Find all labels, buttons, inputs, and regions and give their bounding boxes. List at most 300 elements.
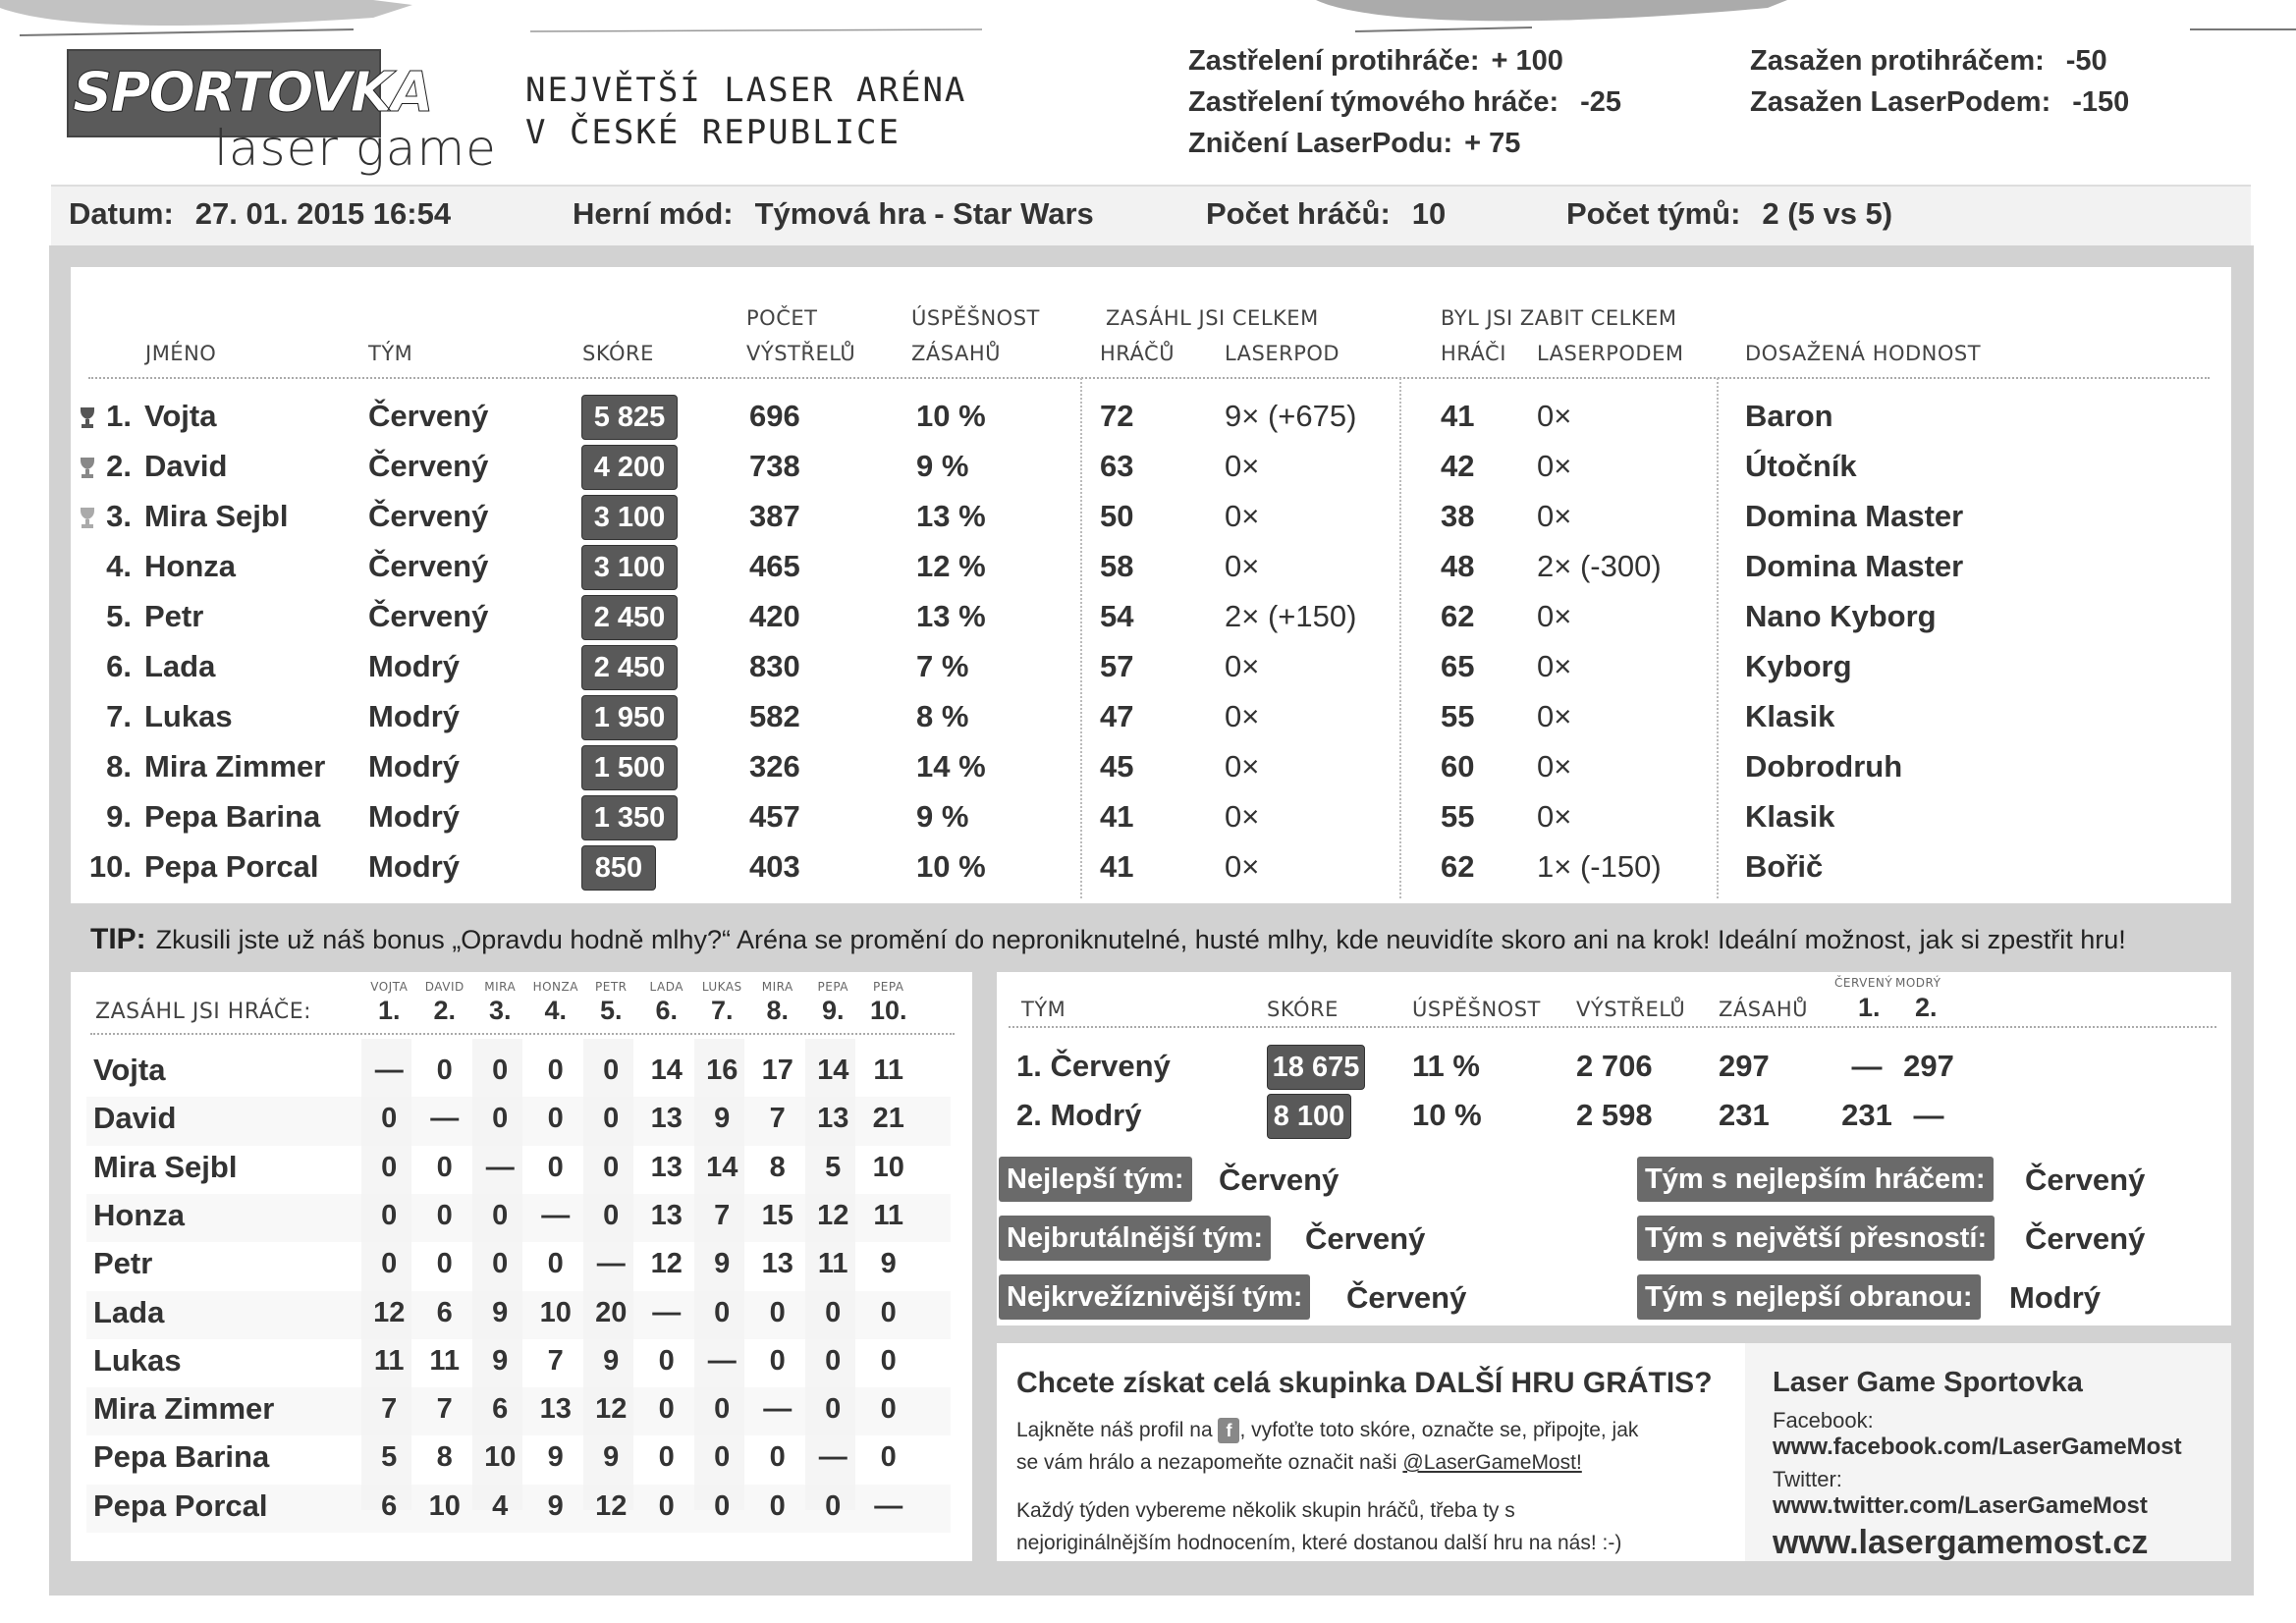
player-name: Petr [144, 599, 204, 633]
team-header-accuracy: ÚSPĚŠNOST [1412, 998, 1541, 1021]
player-killed-by-players: 41 [1441, 399, 1475, 433]
player-shots: 582 [749, 699, 800, 733]
team-vs-2: 297 [1903, 1049, 1954, 1083]
matrix-cell: 0 [769, 1344, 786, 1377]
player-killed-by-players: 65 [1441, 649, 1475, 683]
team-vs-2: — [1913, 1098, 1944, 1132]
matrix-row-name: Lukas [93, 1342, 182, 1378]
matrix-cell: 11 [873, 1055, 904, 1086]
award-value: Červený [1346, 1280, 1467, 1315]
matrix-cell: 17 [761, 1055, 793, 1086]
matrix-cell: 11 [373, 1344, 405, 1377]
contact-twitter-url[interactable]: www.twitter.com/LaserGameMost [1773, 1492, 2148, 1519]
team-accuracy: 11 % [1412, 1049, 1480, 1083]
team-header-hits: ZÁSAHŮ [1719, 998, 1808, 1021]
matrix-cell: 7 [769, 1103, 786, 1135]
matrix-column-name: MIRA [484, 980, 517, 994]
matrix-cell: 12 [595, 1393, 628, 1426]
player-name: Vojta [144, 399, 217, 433]
player-accuracy: 10 % [916, 399, 986, 433]
matrix-cell: 9 [492, 1296, 509, 1328]
score-badge: 1 350 [581, 795, 678, 840]
player-shots: 465 [749, 549, 800, 583]
matrix-cell: 0 [603, 1199, 620, 1231]
matrix-column-number: 9. [821, 996, 845, 1025]
matrix-cell: 14 [706, 1151, 738, 1183]
player-position: 3. [106, 499, 132, 533]
matrix-cell: — [707, 1344, 737, 1377]
player-killed-by-laserpod: 0× [1537, 599, 1572, 633]
matrix-column-number: 10. [869, 996, 907, 1025]
player-hit-players: 58 [1100, 549, 1134, 583]
matrix-cell: 0 [825, 1296, 842, 1328]
hit-matrix-title: ZASÁHL JSI HRÁČE: [95, 1000, 312, 1024]
matrix-row-name: Lada [93, 1294, 165, 1329]
matrix-cell: 0 [825, 1344, 842, 1377]
team-shots: 2 598 [1576, 1098, 1653, 1132]
matrix-cell: 9 [492, 1344, 509, 1377]
player-hit-laserpod: 0× [1225, 649, 1260, 683]
team-header-vs-2: 2. [1915, 993, 1938, 1022]
header-killed-group: BYL JSI ZABIT CELKEM [1441, 306, 1677, 330]
matrix-cell: 11 [817, 1248, 848, 1280]
matrix-column-name: PEPA [873, 980, 904, 994]
player-killed-by-laserpod: 0× [1537, 749, 1572, 784]
player-shots: 420 [749, 599, 800, 633]
tagline-line-2: V ČESKÉ REPUBLICE [525, 113, 901, 152]
matrix-cell: 0 [603, 1055, 620, 1086]
player-accuracy: 7 % [916, 649, 969, 683]
player-shots: 738 [749, 449, 800, 483]
matrix-cell: 0 [381, 1248, 398, 1280]
player-killed-by-laserpod: 1× (-150) [1537, 849, 1662, 884]
player-name: Pepa Barina [144, 799, 321, 834]
player-accuracy: 13 % [916, 599, 986, 633]
player-name: Lada [144, 649, 216, 683]
matrix-column-number: 3. [488, 996, 512, 1025]
contact-facebook-url[interactable]: www.facebook.com/LaserGameMost [1773, 1434, 2182, 1460]
matrix-cell: 11 [429, 1344, 461, 1377]
logo-subtitle: laser game [214, 120, 497, 177]
player-hit-laserpod: 0× [1225, 749, 1260, 784]
matrix-cell: 9 [603, 1344, 620, 1377]
player-hit-laserpod: 9× (+675) [1225, 399, 1357, 433]
award-label: Nejbrutálnější tým: [999, 1216, 1271, 1261]
matrix-cell: 13 [650, 1103, 683, 1135]
matrix-cell: 0 [769, 1441, 786, 1474]
team-hits: 231 [1719, 1098, 1770, 1132]
matrix-row-name: Pepa Porcal [93, 1488, 268, 1523]
matrix-cell: 21 [872, 1103, 904, 1135]
award-label: Tým s největší přesností: [1637, 1216, 1995, 1261]
matrix-cell: 0 [880, 1441, 897, 1474]
player-accuracy: 14 % [916, 749, 986, 784]
matrix-column-name: PETR [595, 980, 628, 994]
header-shots-1: POČET [746, 306, 818, 330]
team-score-badge: 8 100 [1267, 1094, 1351, 1139]
matrix-row-name: David [93, 1101, 177, 1136]
score-badge: 3 100 [581, 495, 678, 540]
team-panel [997, 972, 2231, 1325]
player-name: Mira Zimmer [144, 749, 326, 784]
matrix-cell: — [374, 1055, 404, 1086]
promo-heading: Chcete získat celá skupinka DALŠÍ HRU GRÁTIS? [1016, 1367, 1713, 1399]
matrix-cell: 12 [373, 1296, 406, 1328]
player-rank: Domina Master [1745, 549, 1964, 583]
matrix-column-name: VOJTA [370, 980, 409, 994]
player-killed-by-players: 42 [1441, 449, 1475, 483]
matrix-cell: 5 [381, 1441, 398, 1474]
header-hit-group: ZASÁHL JSI CELKEM [1106, 306, 1319, 330]
header-accuracy-2: ZÁSAHŮ [911, 342, 1001, 365]
header-divider [88, 377, 2210, 379]
player-killed-by-laserpod: 0× [1537, 799, 1572, 834]
matrix-cell: 0 [547, 1248, 564, 1280]
matrix-cell: 13 [539, 1393, 572, 1426]
player-shots: 830 [749, 649, 800, 683]
player-position: 2. [106, 449, 132, 483]
player-name: David [144, 449, 228, 483]
facebook-icon: f [1218, 1418, 1239, 1443]
matrix-cell: — [874, 1489, 903, 1522]
hit-matrix-divider [90, 1033, 955, 1035]
matrix-cell: 0 [714, 1296, 731, 1328]
rule-hit-by-laserpod: Zasažen LaserPodem: -150 [1750, 86, 2130, 118]
player-shots: 326 [749, 749, 800, 784]
matrix-cell: 0 [880, 1344, 897, 1377]
matrix-cell: 9 [547, 1489, 564, 1522]
rule-destroy-laserpod: Zničení LaserPodu: + 75 [1188, 128, 1521, 159]
player-name: Honza [144, 549, 236, 583]
player-rank: Domina Master [1745, 499, 1964, 533]
matrix-cell: 5 [825, 1151, 842, 1183]
contact-facebook-label: Facebook: [1773, 1408, 1874, 1433]
player-accuracy: 8 % [916, 699, 969, 733]
player-name: Pepa Porcal [144, 849, 319, 884]
contact-website[interactable]: www.lasergamemost.cz [1773, 1524, 2149, 1561]
matrix-cell: 9 [547, 1441, 564, 1474]
player-hit-players: 41 [1100, 849, 1134, 884]
matrix-cell: 0 [436, 1151, 453, 1183]
score-badge: 4 200 [581, 445, 678, 490]
header-team: TÝM [368, 342, 413, 365]
rule-kill-teammate: Zastřelení týmového hráče: -25 [1188, 86, 1622, 118]
logo-brand: SPORTOVKA [73, 61, 432, 125]
player-position: 6. [106, 649, 132, 683]
team-hits: 297 [1719, 1049, 1770, 1083]
matrix-column-number: 5. [599, 996, 623, 1025]
matrix-column-name: DAVID [424, 980, 465, 994]
matrix-cell: 10 [872, 1151, 904, 1183]
matrix-cell: 0 [547, 1055, 564, 1086]
matrix-column-number: 1. [377, 996, 401, 1025]
player-team: Modrý [368, 849, 460, 884]
team-header-score: SKÓRE [1267, 998, 1339, 1021]
matrix-cell: 11 [873, 1199, 904, 1231]
matrix-cell: 7 [714, 1199, 731, 1231]
award-label: Tým s nejlepší obranou: [1637, 1274, 1981, 1320]
player-position: 7. [106, 699, 132, 733]
info-player-count: Počet hráčů: 10 [1206, 196, 1447, 231]
player-hit-laserpod: 0× [1225, 499, 1260, 533]
player-hit-players: 50 [1100, 499, 1134, 533]
player-killed-by-laserpod: 0× [1537, 649, 1572, 683]
rule-hit-by-opponent: Zasažen protihráčem: -50 [1750, 45, 2107, 77]
column-divider [1399, 378, 1401, 898]
player-team: Červený [368, 549, 489, 583]
player-position: 1. [106, 399, 132, 433]
matrix-cell: 0 [769, 1489, 786, 1522]
player-team: Modrý [368, 649, 460, 683]
player-position: 10. [88, 849, 132, 884]
team-score-badge: 18 675 [1267, 1045, 1365, 1090]
player-position: 9. [106, 799, 132, 834]
matrix-cell: 0 [658, 1489, 675, 1522]
tagline-line-1: NEJVĚTŠÍ LASER ARÉNA [525, 71, 967, 110]
team-header-vs-1-name: ČERVENÝ [1834, 976, 1893, 990]
player-rank: Útočník [1745, 449, 1857, 483]
player-shots: 457 [749, 799, 800, 834]
score-badge: 2 450 [581, 645, 678, 690]
player-name: Lukas [144, 699, 233, 733]
player-hit-laserpod: 0× [1225, 699, 1260, 733]
matrix-cell: — [596, 1248, 626, 1280]
player-killed-by-laserpod: 0× [1537, 399, 1572, 433]
matrix-cell: 0 [436, 1055, 453, 1086]
matrix-cell: 12 [817, 1199, 849, 1231]
matrix-cell: 0 [436, 1199, 453, 1231]
matrix-cell: 0 [825, 1489, 842, 1522]
score-badge: 1 950 [581, 695, 678, 740]
matrix-cell: 0 [714, 1393, 731, 1426]
matrix-column-name: LADA [649, 980, 683, 994]
award-value: Červený [1219, 1163, 1339, 1197]
player-killed-by-players: 60 [1441, 749, 1475, 784]
player-rank: Baron [1745, 399, 1833, 433]
rule-kill-opponent: Zastřelení protihráče: + 100 [1188, 45, 1563, 77]
award-value: Červený [1305, 1221, 1426, 1256]
matrix-cell: 13 [650, 1151, 683, 1183]
team-vs-1: — [1851, 1049, 1883, 1083]
matrix-column-number: 7. [710, 996, 734, 1025]
score-badge: 5 825 [581, 395, 678, 440]
header-shots-2: VÝSTŘELŮ [746, 342, 856, 365]
matrix-row-name: Mira Zimmer [93, 1391, 275, 1427]
matrix-column-number: 8. [766, 996, 790, 1025]
info-team-count: Počet týmů: 2 (5 vs 5) [1566, 196, 1893, 231]
matrix-cell: 16 [706, 1055, 738, 1086]
contact-title: Laser Game Sportovka [1773, 1367, 2083, 1398]
scan-smudge-decoration [0, 0, 2296, 39]
player-hit-players: 54 [1100, 599, 1134, 633]
matrix-cell: 0 [880, 1296, 897, 1328]
matrix-row-name: Vojta [93, 1053, 166, 1087]
matrix-cell: 0 [658, 1441, 675, 1474]
player-rank: Kyborg [1745, 649, 1852, 683]
twitter-handle-link[interactable]: @LaserGameMost! [1402, 1451, 1582, 1474]
matrix-cell: 0 [492, 1103, 509, 1135]
header-accuracy-1: ÚSPĚŠNOST [911, 306, 1040, 330]
matrix-cell: 0 [603, 1151, 620, 1183]
matrix-cell: 0 [658, 1393, 675, 1426]
matrix-cell: 10 [428, 1489, 461, 1522]
matrix-cell: 12 [595, 1489, 628, 1522]
team-header-shots: VÝSTŘELŮ [1576, 998, 1686, 1021]
team-name: 1. Červený [1016, 1049, 1171, 1083]
promo-paragraph-1: Lajkněte náš profil na f , vyfoťte toto skóre, označte se, připojte, jak se vám hrálo a nezapomeňte označit naši @LaserGameMost! [1016, 1419, 1639, 1474]
team-header-team: TÝM [1021, 998, 1066, 1021]
column-divider [1080, 378, 1082, 898]
tip-label: TIP: [90, 923, 146, 955]
player-hit-laserpod: 0× [1225, 549, 1260, 583]
matrix-cell: 9 [714, 1248, 731, 1280]
matrix-row-name: Mira Sejbl [93, 1149, 238, 1184]
info-date: Datum: 27. 01. 2015 16:54 [69, 196, 452, 231]
player-killed-by-players: 38 [1441, 499, 1475, 533]
award-value: Červený [2025, 1163, 2146, 1197]
player-hit-players: 57 [1100, 649, 1134, 683]
matrix-cell: 9 [880, 1248, 897, 1280]
player-killed-by-players: 48 [1441, 549, 1475, 583]
player-shots: 403 [749, 849, 800, 884]
player-hit-laserpod: 0× [1225, 799, 1260, 834]
matrix-cell: 0 [880, 1393, 897, 1426]
matrix-column-number: 6. [655, 996, 679, 1025]
player-team: Červený [368, 399, 489, 433]
player-rank: Dobrodruh [1745, 749, 1903, 784]
player-hit-players: 72 [1100, 399, 1134, 433]
matrix-cell: 6 [492, 1393, 509, 1426]
matrix-column-name: MIRA [761, 980, 793, 994]
matrix-cell: 7 [381, 1393, 398, 1426]
player-shots: 387 [749, 499, 800, 533]
score-badge: 2 450 [581, 595, 678, 640]
matrix-cell: 0 [547, 1151, 564, 1183]
matrix-cell: 8 [769, 1151, 786, 1183]
matrix-cell: 0 [381, 1151, 398, 1183]
player-accuracy: 13 % [916, 499, 986, 533]
matrix-cell: 7 [436, 1393, 453, 1426]
player-position: 8. [106, 749, 132, 784]
player-hit-players: 63 [1100, 449, 1134, 483]
contact-twitter-label: Twitter: [1773, 1467, 1842, 1491]
award-label: Tým s nejlepším hráčem: [1637, 1157, 1994, 1202]
player-rank: Klasik [1745, 799, 1835, 834]
matrix-cell: 15 [761, 1199, 793, 1231]
matrix-column-number: 2. [433, 996, 457, 1025]
score-badge: 3 100 [581, 545, 678, 590]
matrix-cell: 0 [825, 1393, 842, 1426]
player-team: Červený [368, 449, 489, 483]
player-team: Modrý [368, 799, 460, 834]
award-value: Červený [2025, 1221, 2146, 1256]
matrix-cell: 6 [381, 1489, 398, 1522]
matrix-cell: 8 [436, 1441, 453, 1474]
matrix-cell: 0 [492, 1199, 509, 1231]
player-team: Červený [368, 499, 489, 533]
matrix-cell: 10 [484, 1441, 517, 1474]
player-killed-by-laserpod: 0× [1537, 449, 1572, 483]
award-label: Nejlepší tým: [999, 1157, 1192, 1202]
matrix-cell: 9 [603, 1441, 620, 1474]
player-rank: Bořič [1745, 849, 1824, 884]
player-position: 4. [106, 549, 132, 583]
matrix-cell: — [430, 1103, 460, 1135]
player-position: 5. [106, 599, 132, 633]
matrix-cell: 0 [492, 1248, 509, 1280]
header-killed-pod: LASERPODEM [1537, 342, 1684, 365]
player-hit-players: 45 [1100, 749, 1134, 784]
player-killed-by-players: 55 [1441, 799, 1475, 834]
matrix-cell: 6 [436, 1296, 453, 1328]
matrix-cell: — [652, 1296, 682, 1328]
player-killed-by-players: 55 [1441, 699, 1475, 733]
matrix-cell: — [763, 1393, 793, 1426]
promo-paragraph-2: Každý týden vybereme několik skupin hráčů, třeba ty s nejoriginálnějším hodnocením, které dostanou další hru na nás! :-) [1016, 1499, 1622, 1554]
matrix-cell: 0 [714, 1441, 731, 1474]
player-killed-by-players: 62 [1441, 599, 1475, 633]
player-rank: Klasik [1745, 699, 1835, 733]
matrix-cell: 20 [595, 1296, 628, 1328]
matrix-cell: — [818, 1441, 847, 1474]
matrix-cell: — [541, 1199, 571, 1231]
matrix-cell: 0 [381, 1103, 398, 1135]
tip-text: Zkusili jste už náš bonus „Opravdu hodně mlhy?“ Aréna se promění do neproniknutelné, husté mlhy, kde neuvidíte skoro ani na krok! Ideální možnost, jak si zpestřit hru! [155, 925, 2126, 954]
matrix-column-name: HONZA [532, 980, 578, 994]
header-hit-pod: LASERPOD [1225, 342, 1340, 365]
player-hit-laserpod: 0× [1225, 449, 1260, 483]
matrix-row-name: Petr [93, 1246, 153, 1281]
header-name: JMÉNO [145, 342, 217, 365]
player-hit-players: 41 [1100, 799, 1134, 834]
header-killed-players: HRÁČI [1441, 342, 1506, 365]
tip-banner [90, 923, 2126, 956]
matrix-cell: 14 [817, 1055, 849, 1086]
matrix-cell: 0 [603, 1103, 620, 1135]
matrix-cell: 10 [539, 1296, 572, 1328]
matrix-row-name: Pepa Barina [93, 1439, 270, 1475]
player-team: Modrý [368, 749, 460, 784]
column-divider [1717, 378, 1719, 898]
team-vs-1: 231 [1841, 1098, 1892, 1132]
player-killed-by-players: 62 [1441, 849, 1475, 884]
team-divider [1009, 1026, 2216, 1028]
header-hit-players: HRÁČŮ [1100, 342, 1175, 365]
matrix-cell: 0 [492, 1055, 509, 1086]
matrix-column-name: LUKAS [701, 980, 742, 994]
matrix-cell: 13 [650, 1199, 683, 1231]
header-score: SKÓRE [582, 342, 654, 365]
team-name: 2. Modrý [1016, 1098, 1142, 1132]
matrix-cell: 13 [761, 1248, 793, 1280]
matrix-column-name: PEPA [817, 980, 848, 994]
award-value: Modrý [2009, 1280, 2101, 1315]
matrix-row-name: Honza [93, 1197, 185, 1232]
player-accuracy: 9 % [916, 449, 969, 483]
player-killed-by-laserpod: 0× [1537, 499, 1572, 533]
player-killed-by-laserpod: 2× (-300) [1537, 549, 1662, 583]
matrix-column-number: 4. [544, 996, 568, 1025]
player-team: Modrý [368, 699, 460, 733]
matrix-cell: — [485, 1151, 515, 1183]
matrix-cell: 4 [492, 1489, 509, 1522]
player-accuracy: 9 % [916, 799, 969, 834]
player-hit-laserpod: 0× [1225, 849, 1260, 884]
matrix-cell: 0 [436, 1248, 453, 1280]
matrix-cell: 0 [547, 1103, 564, 1135]
matrix-cell: 7 [547, 1344, 564, 1377]
player-shots: 696 [749, 399, 800, 433]
